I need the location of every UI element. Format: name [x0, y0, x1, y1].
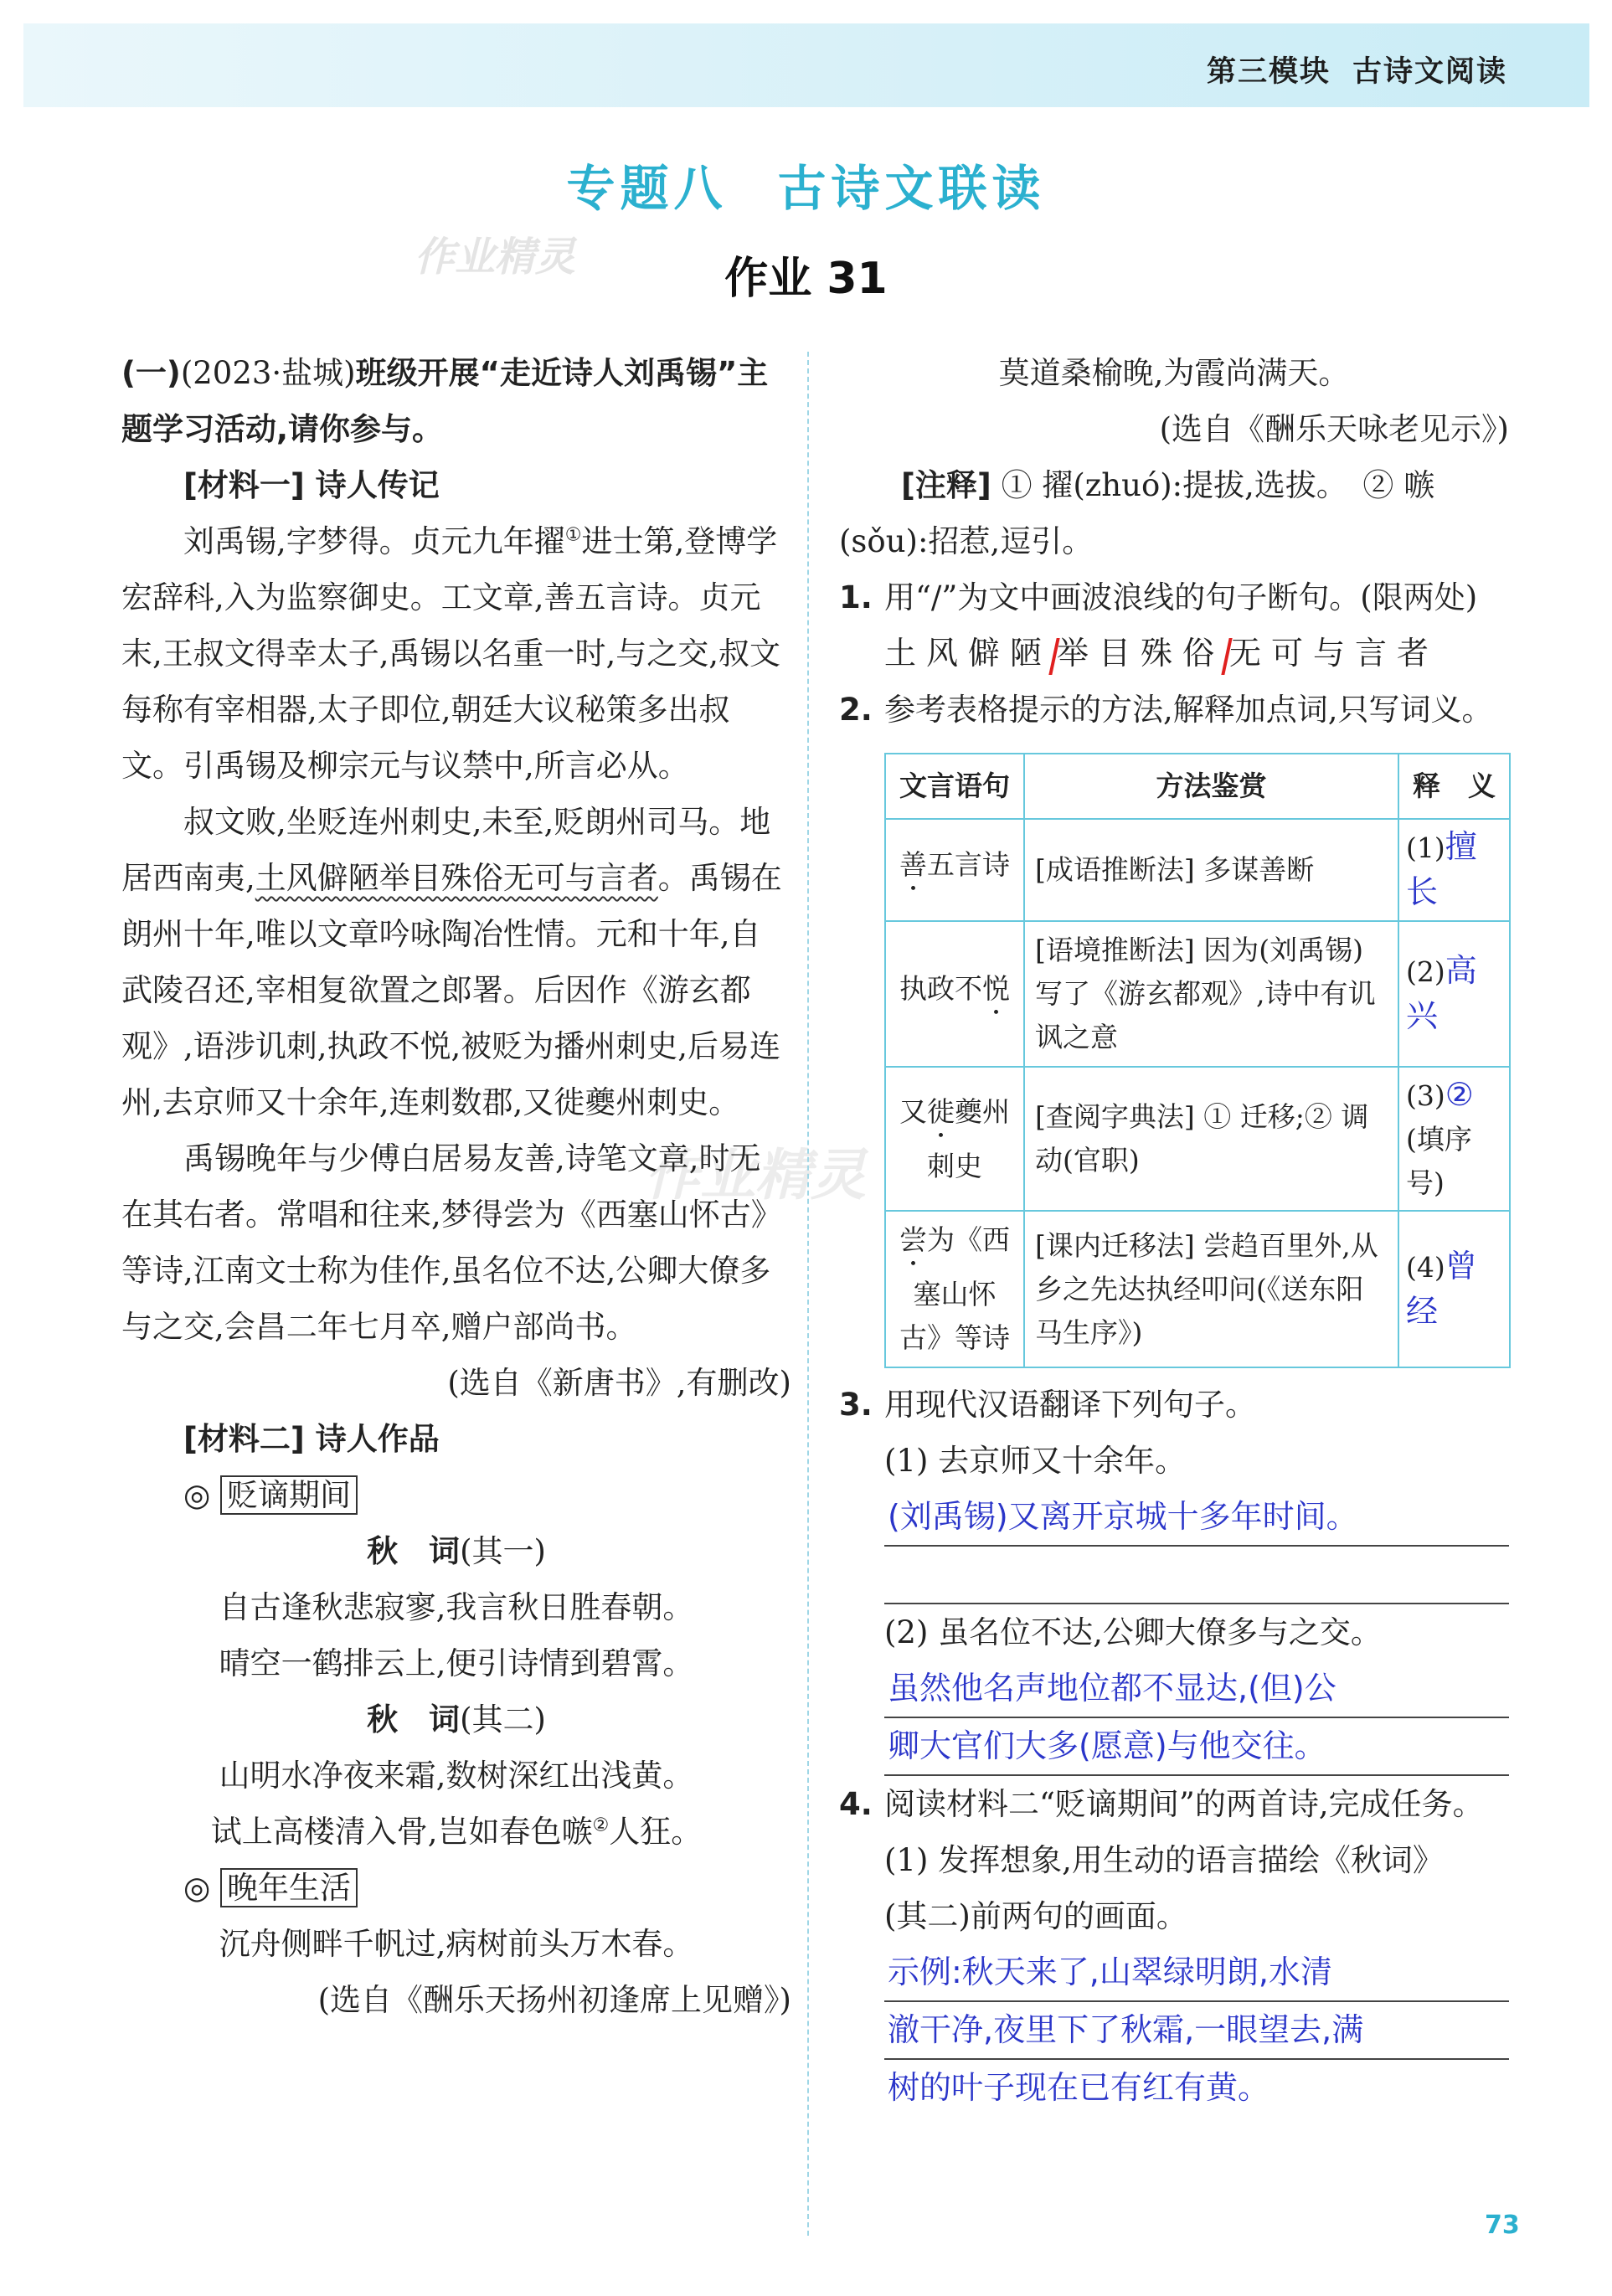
- text: 叔文败,坐贬连州刺史,未至,贬朗州司马。地居西南夷,: [121, 804, 771, 896]
- poem-source: (选自《酬乐天咏老见示》): [1159, 411, 1509, 447]
- wavy-underlined-sentence: 土风僻陋举目殊俗无可与言者: [255, 860, 658, 896]
- table-header: 释 义: [1398, 754, 1510, 819]
- sentence-segment: 举目殊俗: [1057, 635, 1225, 672]
- notes-label: [注释]: [901, 467, 991, 503]
- intro: [121, 345, 791, 457]
- notes: [839, 457, 1509, 569]
- poem-title-text: 秋 词: [367, 1533, 461, 1569]
- dotted-word: 悦: [982, 971, 1010, 1005]
- question-number: 4.: [839, 1786, 873, 1822]
- topic-name: 古诗文联读: [777, 160, 1046, 217]
- dotted-word: 徙: [927, 1094, 955, 1128]
- question-1: [839, 569, 1509, 625]
- answer-label: (2): [1406, 955, 1445, 988]
- question-number: 1.: [839, 579, 873, 615]
- table-row: [885, 819, 1510, 921]
- table-row: [885, 921, 1510, 1067]
- dotted-word: 尝: [899, 1223, 927, 1256]
- poem-title-text: 秋 词: [367, 1701, 461, 1737]
- answer-line-empty: [884, 1547, 1509, 1604]
- poem-title: [121, 1691, 791, 1748]
- poem-line: 莫道桑榆晚,为霞尚满天。: [998, 355, 1350, 391]
- answer-block: [839, 1944, 1509, 2116]
- material1-para3: 禹锡晚年与少傅白居易友善,诗笔文章,时无在其右者。常唱和往来,梦得尝为《西塞山怀古》等诗,江南文士称为佳作,虽名位不达,公卿大僚多与之交,会昌二年七月卒,赠户部尚书。: [121, 1140, 782, 1345]
- question-number: 2.: [839, 692, 873, 728]
- question-3: [839, 1377, 1509, 1433]
- sub-question: (其二)前两句的画面。: [884, 1898, 1187, 1934]
- column-divider: [807, 352, 809, 2236]
- text: 夔州刺史: [927, 1094, 1010, 1182]
- answer-line: (刘禹锡)又离开京城十多年时间。: [884, 1489, 1509, 1547]
- table-cell-method: [语境推断法] 因为(刘禹锡)写了《游玄都观》,诗中有讥讽之意: [1024, 921, 1398, 1067]
- material2-heading: [材料二] 诗人作品: [183, 1421, 440, 1457]
- table-cell-sentence: [885, 819, 1024, 921]
- sentence-segment: 土风僻陋: [884, 635, 1053, 672]
- table-cell-sentence: [885, 1067, 1024, 1211]
- table-cell-method: [成语推断法] 多谋善断: [1024, 819, 1398, 921]
- poem-line: 沉舟侧畔千帆过,病树前头万木春。: [219, 1926, 694, 1962]
- table-cell-answer: [1398, 921, 1510, 1067]
- answer-line: 澈干净,夜里下了秋霜,一眼望去,满: [884, 2002, 1509, 2060]
- q1-answer-sentence: [839, 625, 1509, 682]
- text: 五言诗: [927, 847, 1010, 881]
- homework-title: 作业 31: [724, 254, 888, 304]
- question-text: 阅读材料二“贬谪期间”的两首诗,完成任务。: [884, 1786, 1484, 1822]
- answer-block: [839, 1489, 1509, 1604]
- table-cell-sentence: [885, 1211, 1024, 1367]
- right-column: [839, 345, 1509, 2116]
- question-4: [839, 1776, 1509, 1832]
- text: 试上高楼清入骨,岂如春色嗾: [210, 1814, 593, 1850]
- poem-subtitle: (其一): [460, 1533, 546, 1569]
- poem-source: (选自《酬乐天扬州初逢席上见赠》): [317, 1982, 791, 2018]
- topic-label: 专题八: [566, 160, 728, 217]
- table-cell-sentence: [885, 921, 1024, 1067]
- material1-heading: [材料一] 诗人传记: [183, 467, 440, 503]
- intro-source: (2023·盐城): [180, 355, 356, 391]
- table-cell-method: [课内迁移法] 尝趋百里外,从乡之先达执经叩问(《送东阳马生序》): [1024, 1211, 1398, 1367]
- intro-label: (一): [121, 355, 181, 391]
- answer-line: 卿大官们大多(愿意)与他交往。: [884, 1718, 1509, 1776]
- answer-label: (1): [1406, 831, 1445, 864]
- answer-line: 虽然他名声地位都不显达,(但)公: [884, 1660, 1509, 1718]
- topic-title: [0, 149, 1612, 219]
- poem-line: 晴空一鹤排云上,便引诗情到碧霄。: [219, 1645, 694, 1681]
- left-column: [121, 345, 791, 2028]
- period-box: 贬谪期间: [220, 1475, 358, 1515]
- module-label: [1207, 49, 1507, 90]
- table-header-row: [885, 754, 1510, 819]
- answer-hint: (填序号): [1406, 1123, 1472, 1199]
- table-row: [885, 1211, 1510, 1367]
- module-title: 古诗文阅读: [1352, 55, 1507, 89]
- table-cell-answer: [1398, 1211, 1510, 1367]
- answer-line: 示例:秋天来了,山翠绿明朗,水清: [884, 1944, 1509, 2002]
- question-text: 参考表格提示的方法,解释加点词,只写词义。: [884, 692, 1493, 728]
- footnote-mark: ②: [592, 1815, 610, 1836]
- answer-line: 树的叶子现在已有红有黄。: [888, 2069, 1270, 2106]
- intro-text: 班级开展“走近诗人刘禹锡”主题学习活动,请你参与。: [121, 355, 769, 447]
- text: 又: [899, 1094, 927, 1128]
- text: 执政不: [899, 971, 982, 1005]
- text: 刘禹锡,字梦得。贞元九年擢: [183, 523, 565, 559]
- handwritten-answer: 曾经: [1406, 1247, 1477, 1330]
- watermark: 作业精灵: [645, 1143, 866, 1207]
- table-row: [885, 1067, 1510, 1211]
- material1-para1: [121, 513, 791, 794]
- poem-line: 自古逢秋悲寂寥,我言秋日胜春朝。: [219, 1589, 694, 1625]
- text: 进士第,登博学宏辞科,入为监察御史。工文章,善五言诗。贞元末,王叔文得幸太子,禹锡以名重一时,与之交,叔文每称有宰相器,太子即位,朝廷大议秘策多出叔文。引禹锡及柳宗元与议禁中,所言必从。: [121, 523, 781, 784]
- poem-subtitle: (其二): [460, 1701, 546, 1737]
- handwritten-answer: 擅长: [1406, 828, 1477, 910]
- answer-label: (3): [1406, 1079, 1445, 1112]
- question-2: [839, 682, 1509, 738]
- module-number: 第三模块: [1206, 55, 1331, 89]
- table-cell-answer: [1398, 819, 1510, 921]
- material1-para2: [121, 794, 791, 1130]
- period-label: [121, 1467, 791, 1523]
- question-text: 用现代汉语翻译下列句子。: [884, 1387, 1256, 1423]
- handwritten-answer: ②: [1445, 1076, 1474, 1113]
- table-cell-answer: [1398, 1067, 1510, 1211]
- circle-mark-icon: ◎: [183, 1477, 211, 1513]
- handwritten-answer: 高兴: [1406, 952, 1477, 1034]
- poem-line: 山明水净夜来霜,数树深红出浅黄。: [219, 1758, 694, 1794]
- method-table: [884, 753, 1511, 1368]
- notes-text: ① 擢(zhuó):提拔,选拔。 ② 嗾(sǒu):招惹,逗引。: [839, 467, 1435, 559]
- sub-question: (2) 虽名位不达,公卿大僚多与之交。: [884, 1614, 1382, 1650]
- text: 。禹锡在朗州十年,唯以文章吟咏陶冶性情。元和十年,自武陵召还,宰相复欲置之郎署。后因作《游玄都观》,语涉讥刺,执政不悦,被贬为播州刺史,后易连州,去京师又十余年,连刺数郡,又徙夔州刺史。: [121, 860, 782, 1120]
- text: 为《西塞山怀古》等诗: [899, 1223, 1010, 1354]
- sub-question: (1) 发挥想象,用生动的语言描绘《秋词》: [884, 1842, 1444, 1878]
- page-number: 73: [1485, 2211, 1520, 2240]
- footnote-mark: ①: [564, 524, 582, 546]
- question-number: 3.: [839, 1387, 873, 1423]
- table-header: 文言语句: [885, 754, 1024, 819]
- text: 人狂。: [609, 1814, 703, 1850]
- sentence-segment: 无可与言者: [1229, 635, 1439, 672]
- poem-line: [121, 1804, 791, 1860]
- period-box: 晚年生活: [220, 1868, 358, 1907]
- poem-title: [121, 1523, 791, 1579]
- circle-mark-icon: ◎: [183, 1870, 211, 1906]
- table-header: 方法鉴赏: [1024, 754, 1398, 819]
- period-label: [121, 1860, 791, 1916]
- material1-source: (选自《新唐书》,有删改): [447, 1365, 791, 1401]
- question-text: 用“/”为文中画波浪线的句子断句。(限两处): [884, 579, 1478, 615]
- dotted-word: 善: [899, 847, 927, 881]
- answer-label: (4): [1406, 1250, 1445, 1284]
- table-cell-method: [查阅字典法] ① 迁移;② 调动(官职): [1024, 1067, 1398, 1211]
- watermark: 作业精灵: [415, 234, 576, 281]
- sub-question: (1) 去京师又十余年。: [884, 1443, 1187, 1479]
- answer-block: [839, 1660, 1509, 1776]
